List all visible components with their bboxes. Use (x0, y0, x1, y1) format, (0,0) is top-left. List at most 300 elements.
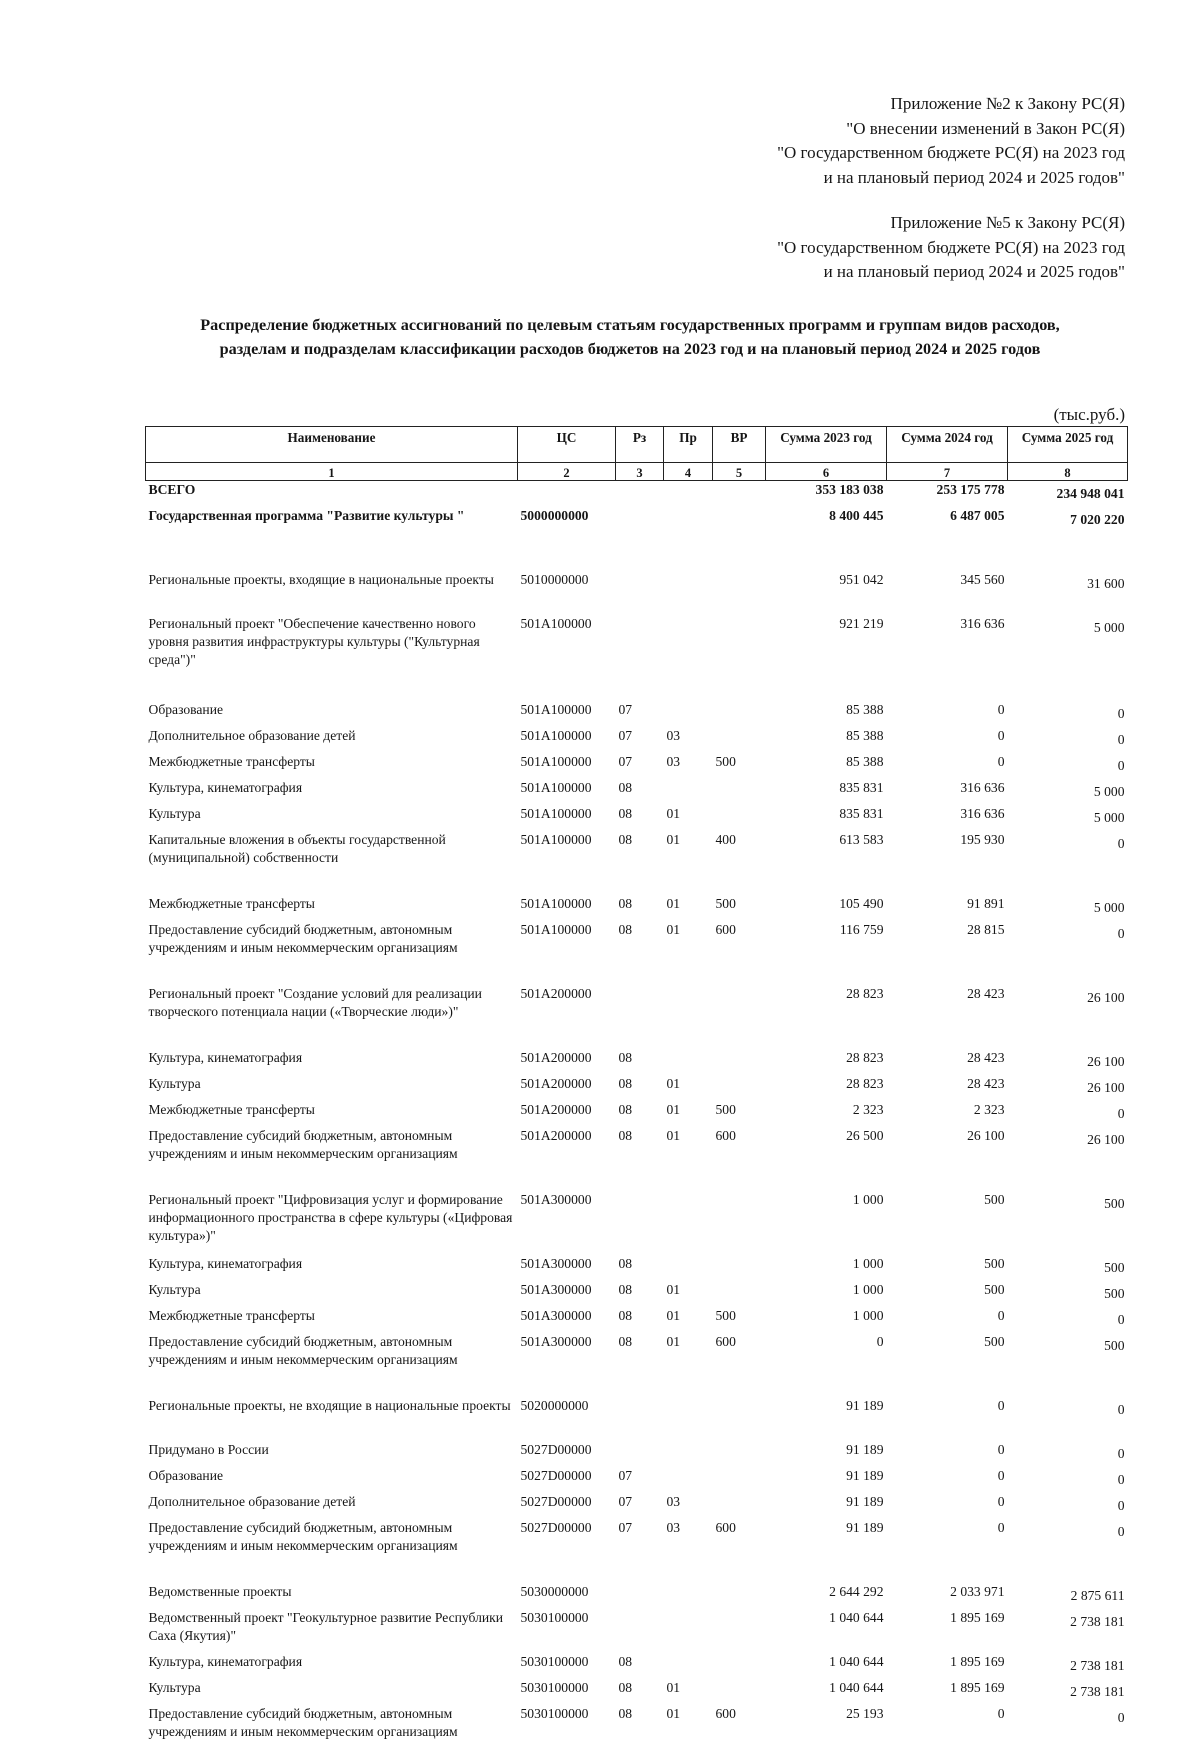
table-row (146, 1653, 1128, 1679)
row-sum-2023: 835 831 (766, 805, 887, 831)
row-sum-2024: 28 423 (887, 1049, 1008, 1075)
row-sum-2023: 28 823 (766, 1049, 887, 1075)
annex-line: "О внесении изменений в Закон РС(Я) (777, 117, 1125, 142)
table-header-row (146, 427, 1128, 463)
row-sum-2023: 1 040 644 (766, 1609, 887, 1653)
table-row (146, 831, 1128, 895)
row-cs: 501A300000 (518, 1281, 616, 1307)
row-rz (616, 1191, 664, 1255)
row-vr (713, 481, 766, 508)
row-cs: 501A200000 (518, 1075, 616, 1101)
row-sum-2023: 1 000 (766, 1307, 887, 1333)
row-sum-2023: 116 759 (766, 921, 887, 985)
col-number: 7 (887, 463, 1008, 481)
row-pr (664, 1467, 713, 1493)
row-sum-2023: 91 189 (766, 1441, 887, 1467)
row-sum-2024: 0 (887, 1519, 1008, 1583)
row-sum-2025: 234 948 041 (1008, 481, 1128, 508)
row-vr: 600 (713, 921, 766, 985)
row-sum-2024: 500 (887, 1281, 1008, 1307)
table-row (146, 1679, 1128, 1705)
row-name: Предоставление субсидий бюджетным, автономным учреждениям и иным некоммерческим организациям (146, 1333, 518, 1397)
col-number: 4 (664, 463, 713, 481)
annex-line: Приложение №2 к Закону РС(Я) (777, 92, 1125, 117)
row-sum-2025: 5 000 (1008, 615, 1128, 701)
header-pr: Пр (664, 427, 713, 463)
row-pr (664, 985, 713, 1049)
row-sum-2025: 0 (1008, 727, 1128, 753)
header-sum-2023: Сумма 2023 год (766, 427, 887, 463)
row-sum-2023: 1 040 644 (766, 1653, 887, 1679)
row-sum-2023: 91 189 (766, 1493, 887, 1519)
col-number: 3 (616, 463, 664, 481)
annex-line: и на плановый период 2024 и 2025 годов" (777, 260, 1125, 285)
row-sum-2025: 26 100 (1008, 985, 1128, 1049)
row-pr: 03 (664, 1519, 713, 1583)
row-cs: 5027D00000 (518, 1467, 616, 1493)
row-sum-2025: 5 000 (1008, 805, 1128, 831)
row-cs: 5030100000 (518, 1679, 616, 1705)
row-sum-2023: 91 189 (766, 1467, 887, 1493)
row-sum-2025: 0 (1008, 1101, 1128, 1127)
row-rz: 08 (616, 831, 664, 895)
row-name: Предоставление субсидий бюджетным, автономным учреждениям и иным некоммерческим организациям (146, 921, 518, 985)
row-sum-2023: 91 189 (766, 1397, 887, 1441)
row-sum-2024: 316 636 (887, 805, 1008, 831)
table-body (146, 481, 1128, 1749)
row-rz: 07 (616, 753, 664, 779)
row-rz: 08 (616, 1705, 664, 1749)
row-vr: 500 (713, 753, 766, 779)
row-rz (616, 1397, 664, 1441)
row-cs: 501A100000 (518, 727, 616, 753)
row-vr (713, 805, 766, 831)
table-row (146, 727, 1128, 753)
col-number: 6 (766, 463, 887, 481)
row-sum-2023: 85 388 (766, 701, 887, 727)
row-rz (616, 615, 664, 701)
row-pr: 03 (664, 727, 713, 753)
table-row (146, 1705, 1128, 1749)
table-row (146, 1281, 1128, 1307)
row-sum-2025: 2 875 611 (1008, 1583, 1128, 1609)
row-rz: 08 (616, 1127, 664, 1191)
row-rz (616, 571, 664, 615)
row-rz: 07 (616, 1467, 664, 1493)
row-sum-2024: 345 560 (887, 571, 1008, 615)
table-row (146, 1191, 1128, 1255)
row-name: Дополнительное образование детей (146, 1493, 518, 1519)
row-pr (664, 779, 713, 805)
row-sum-2024: 0 (887, 1493, 1008, 1519)
row-pr (664, 1609, 713, 1653)
table-row (146, 921, 1128, 985)
row-rz (616, 507, 664, 571)
row-vr (713, 1467, 766, 1493)
row-sum-2023: 28 823 (766, 1075, 887, 1101)
row-vr (713, 507, 766, 571)
row-sum-2024: 28 423 (887, 985, 1008, 1049)
annex-line: "О государственном бюджете РС(Я) на 2023 год (777, 141, 1125, 166)
row-name: Межбюджетные трансферты (146, 1101, 518, 1127)
row-pr (664, 571, 713, 615)
row-pr: 03 (664, 1493, 713, 1519)
row-sum-2025: 0 (1008, 753, 1128, 779)
row-cs: 501A100000 (518, 701, 616, 727)
row-sum-2023: 1 000 (766, 1191, 887, 1255)
row-vr (713, 779, 766, 805)
row-cs: 5027D00000 (518, 1493, 616, 1519)
header-vr: ВР (713, 427, 766, 463)
row-sum-2024: 2 323 (887, 1101, 1008, 1127)
row-vr: 600 (713, 1519, 766, 1583)
row-rz: 08 (616, 1679, 664, 1705)
row-name: Культура, кинематография (146, 1255, 518, 1281)
table-row (146, 1255, 1128, 1281)
row-sum-2024: 500 (887, 1255, 1008, 1281)
row-sum-2023: 26 500 (766, 1127, 887, 1191)
row-sum-2025: 0 (1008, 1705, 1128, 1749)
table-row (146, 895, 1128, 921)
row-sum-2024: 2 033 971 (887, 1583, 1008, 1609)
row-sum-2025: 0 (1008, 921, 1128, 985)
row-name: Придумано в России (146, 1441, 518, 1467)
row-name: Межбюджетные трансферты (146, 753, 518, 779)
row-sum-2023: 353 183 038 (766, 481, 887, 508)
table-row (146, 1333, 1128, 1397)
annex-block-2 (777, 92, 1125, 190)
row-pr: 01 (664, 1705, 713, 1749)
row-sum-2025: 0 (1008, 1307, 1128, 1333)
row-sum-2024: 195 930 (887, 831, 1008, 895)
row-vr: 500 (713, 1101, 766, 1127)
row-rz: 07 (616, 1493, 664, 1519)
row-sum-2024: 91 891 (887, 895, 1008, 921)
row-sum-2025: 5 000 (1008, 895, 1128, 921)
row-rz: 08 (616, 1075, 664, 1101)
row-cs: 501A300000 (518, 1191, 616, 1255)
row-sum-2024: 316 636 (887, 615, 1008, 701)
row-name: Межбюджетные трансферты (146, 1307, 518, 1333)
row-pr (664, 701, 713, 727)
row-sum-2025: 500 (1008, 1255, 1128, 1281)
row-sum-2025: 2 738 181 (1008, 1609, 1128, 1653)
table-row (146, 1397, 1128, 1441)
table-row (146, 1101, 1128, 1127)
row-sum-2024: 26 100 (887, 1127, 1008, 1191)
row-sum-2024: 500 (887, 1333, 1008, 1397)
table-row (146, 1519, 1128, 1583)
row-sum-2025: 0 (1008, 1519, 1128, 1583)
row-rz: 08 (616, 921, 664, 985)
row-sum-2023: 85 388 (766, 753, 887, 779)
row-pr (664, 507, 713, 571)
row-name: Региональные проекты, входящие в национальные проекты (146, 571, 518, 615)
row-sum-2024: 0 (887, 701, 1008, 727)
row-sum-2024: 1 895 169 (887, 1679, 1008, 1705)
row-sum-2025: 0 (1008, 1467, 1128, 1493)
row-vr: 400 (713, 831, 766, 895)
annex-line: "О государственном бюджете РС(Я) на 2023 год (777, 236, 1125, 261)
row-sum-2025: 5 000 (1008, 779, 1128, 805)
row-vr (713, 1583, 766, 1609)
col-number: 2 (518, 463, 616, 481)
header-rz: Рз (616, 427, 664, 463)
row-name: Культура, кинематография (146, 1049, 518, 1075)
row-sum-2025: 31 600 (1008, 571, 1128, 615)
row-vr (713, 985, 766, 1049)
row-vr (713, 1255, 766, 1281)
table-row (146, 701, 1128, 727)
row-vr (713, 1075, 766, 1101)
row-rz: 08 (616, 1653, 664, 1679)
row-sum-2023: 1 000 (766, 1255, 887, 1281)
row-pr (664, 481, 713, 508)
row-pr: 01 (664, 1333, 713, 1397)
row-sum-2023: 91 189 (766, 1519, 887, 1583)
row-cs: 501A100000 (518, 615, 616, 701)
row-vr: 600 (713, 1333, 766, 1397)
row-cs: 501A200000 (518, 1127, 616, 1191)
row-name: Предоставление субсидий бюджетным, автономным учреждениям и иным некоммерческим организациям (146, 1127, 518, 1191)
row-vr: 500 (713, 895, 766, 921)
row-sum-2025: 500 (1008, 1333, 1128, 1397)
row-sum-2024: 1 895 169 (887, 1609, 1008, 1653)
header-sum-2025: Сумма 2025 год (1008, 427, 1128, 463)
row-vr: 600 (713, 1127, 766, 1191)
row-vr (713, 1609, 766, 1653)
row-sum-2023: 8 400 445 (766, 507, 887, 571)
title-line-2: разделам и подразделам классификации расходов бюджетов на 2023 год и на плановый период 2024 и 2025 годов (120, 337, 1140, 361)
row-sum-2024: 6 487 005 (887, 507, 1008, 571)
row-cs: 501A100000 (518, 753, 616, 779)
row-cs: 501A100000 (518, 779, 616, 805)
row-sum-2024: 500 (887, 1191, 1008, 1255)
row-sum-2023: 951 042 (766, 571, 887, 615)
row-rz: 08 (616, 1333, 664, 1397)
row-name: Культура (146, 1281, 518, 1307)
row-cs: 501A100000 (518, 805, 616, 831)
row-cs: 501A100000 (518, 921, 616, 985)
row-sum-2025: 0 (1008, 1493, 1128, 1519)
row-vr: 500 (713, 1307, 766, 1333)
table-row (146, 985, 1128, 1049)
row-rz: 08 (616, 1049, 664, 1075)
row-name: Региональный проект "Создание условий для реализации творческого потенциала нации («Творческие люди»)" (146, 985, 518, 1049)
row-rz (616, 985, 664, 1049)
title-line-1: Распределение бюджетных ассигнований по целевым статьям государственных программ и группам видов расходов, (120, 313, 1140, 337)
row-pr: 01 (664, 1075, 713, 1101)
table-row (146, 1049, 1128, 1075)
table-row (146, 481, 1128, 508)
row-pr (664, 615, 713, 701)
row-name: Культура, кинематография (146, 1653, 518, 1679)
row-pr (664, 1049, 713, 1075)
row-cs: 5030100000 (518, 1609, 616, 1653)
col-number: 5 (713, 463, 766, 481)
row-sum-2024: 316 636 (887, 779, 1008, 805)
table-row (146, 507, 1128, 571)
row-cs: 5020000000 (518, 1397, 616, 1441)
row-name: Государственная программа "Развитие культуры " (146, 507, 518, 571)
row-sum-2025: 7 020 220 (1008, 507, 1128, 571)
row-name: Предоставление субсидий бюджетным, автономным учреждениям и иным некоммерческим организациям (146, 1519, 518, 1583)
row-sum-2024: 0 (887, 727, 1008, 753)
row-cs: 501A100000 (518, 831, 616, 895)
row-sum-2023: 2 323 (766, 1101, 887, 1127)
row-sum-2025: 500 (1008, 1191, 1128, 1255)
row-name: Межбюджетные трансферты (146, 895, 518, 921)
row-name: ВСЕГО (146, 481, 518, 508)
row-rz (616, 1609, 664, 1653)
table-row (146, 779, 1128, 805)
col-number: 8 (1008, 463, 1128, 481)
table-row (146, 1609, 1128, 1653)
row-vr (713, 1281, 766, 1307)
row-sum-2023: 25 193 (766, 1705, 887, 1749)
row-vr (713, 1191, 766, 1255)
row-sum-2023: 613 583 (766, 831, 887, 895)
row-sum-2023: 0 (766, 1333, 887, 1397)
row-pr: 03 (664, 753, 713, 779)
annex-line: и на плановый период 2024 и 2025 годов" (777, 166, 1125, 191)
row-sum-2024: 253 175 778 (887, 481, 1008, 508)
header-sum-2024: Сумма 2024 год (887, 427, 1008, 463)
row-sum-2024: 0 (887, 1307, 1008, 1333)
column-number-row (146, 463, 1128, 481)
row-sum-2024: 0 (887, 1441, 1008, 1467)
row-name: Дополнительное образование детей (146, 727, 518, 753)
row-pr (664, 1397, 713, 1441)
row-vr: 600 (713, 1705, 766, 1749)
row-vr (713, 701, 766, 727)
row-name: Предоставление субсидий бюджетным, автономным учреждениям и иным некоммерческим организациям (146, 1705, 518, 1749)
row-rz: 08 (616, 779, 664, 805)
row-sum-2025: 26 100 (1008, 1049, 1128, 1075)
table-row (146, 753, 1128, 779)
row-name: Культура (146, 1679, 518, 1705)
row-pr (664, 1653, 713, 1679)
row-cs: 501A100000 (518, 895, 616, 921)
row-sum-2023: 1 040 644 (766, 1679, 887, 1705)
row-rz: 08 (616, 1281, 664, 1307)
table-row (146, 1127, 1128, 1191)
row-rz: 07 (616, 727, 664, 753)
row-vr (713, 1397, 766, 1441)
row-name: Образование (146, 701, 518, 727)
row-sum-2024: 0 (887, 753, 1008, 779)
row-vr (713, 727, 766, 753)
row-name: Культура (146, 1075, 518, 1101)
row-pr (664, 1441, 713, 1467)
row-rz: 08 (616, 805, 664, 831)
row-sum-2025: 500 (1008, 1281, 1128, 1307)
row-name: Культура, кинематография (146, 779, 518, 805)
row-cs: 5000000000 (518, 507, 616, 571)
row-sum-2025: 26 100 (1008, 1127, 1128, 1191)
row-cs: 501A300000 (518, 1333, 616, 1397)
row-sum-2024: 1 895 169 (887, 1653, 1008, 1679)
row-sum-2023: 28 823 (766, 985, 887, 1049)
row-cs: 5030000000 (518, 1583, 616, 1609)
row-name: Капитальные вложения в объекты государственной (муниципальной) собственности (146, 831, 518, 895)
row-pr (664, 1191, 713, 1255)
row-rz: 07 (616, 701, 664, 727)
row-rz: 08 (616, 1307, 664, 1333)
units-label: (тыс.руб.) (1054, 405, 1125, 425)
row-pr: 01 (664, 831, 713, 895)
row-rz: 07 (616, 1519, 664, 1583)
row-cs (518, 481, 616, 508)
budget-table (145, 426, 1128, 1749)
row-rz: 08 (616, 1255, 664, 1281)
row-cs: 501A200000 (518, 1049, 616, 1075)
col-number: 1 (146, 463, 518, 481)
row-name: Региональные проекты, не входящие в национальные проекты (146, 1397, 518, 1441)
row-pr (664, 1255, 713, 1281)
row-name: Культура (146, 805, 518, 831)
row-pr (664, 1583, 713, 1609)
row-cs: 5030100000 (518, 1705, 616, 1749)
row-pr: 01 (664, 805, 713, 831)
row-sum-2023: 921 219 (766, 615, 887, 701)
row-sum-2023: 85 388 (766, 727, 887, 753)
row-sum-2025: 0 (1008, 701, 1128, 727)
row-pr: 01 (664, 921, 713, 985)
row-vr (713, 615, 766, 701)
header-name: Наименование (146, 427, 518, 463)
row-vr (713, 571, 766, 615)
row-sum-2024: 0 (887, 1705, 1008, 1749)
row-cs: 501A200000 (518, 985, 616, 1049)
row-cs: 501A200000 (518, 1101, 616, 1127)
table-row (146, 1441, 1128, 1467)
row-pr: 01 (664, 1307, 713, 1333)
row-rz (616, 1583, 664, 1609)
row-name: Региональный проект "Обеспечение качественно нового уровня развития инфраструктуры культуры ("Культурная среда")" (146, 615, 518, 701)
row-cs: 501A300000 (518, 1255, 616, 1281)
row-pr: 01 (664, 1127, 713, 1191)
row-vr (713, 1653, 766, 1679)
row-cs: 5030100000 (518, 1653, 616, 1679)
row-name: Ведомственный проект "Геокультурное развитие Республики Саха (Якутия)" (146, 1609, 518, 1653)
row-cs: 5027D00000 (518, 1519, 616, 1583)
row-sum-2025: 2 738 181 (1008, 1653, 1128, 1679)
row-sum-2025: 0 (1008, 1397, 1128, 1441)
table-row (146, 1307, 1128, 1333)
row-pr: 01 (664, 1679, 713, 1705)
row-name: Образование (146, 1467, 518, 1493)
document-title (120, 313, 1140, 361)
annex-line: Приложение №5 к Закону РС(Я) (777, 211, 1125, 236)
table-row (146, 1075, 1128, 1101)
row-rz: 08 (616, 895, 664, 921)
row-pr: 01 (664, 1281, 713, 1307)
row-vr (713, 1493, 766, 1519)
row-rz (616, 1441, 664, 1467)
row-sum-2024: 28 815 (887, 921, 1008, 985)
row-pr: 01 (664, 1101, 713, 1127)
row-sum-2023: 1 000 (766, 1281, 887, 1307)
row-rz: 08 (616, 1101, 664, 1127)
row-pr: 01 (664, 895, 713, 921)
table-row (146, 1583, 1128, 1609)
row-rz (616, 481, 664, 508)
table-row (146, 1467, 1128, 1493)
row-sum-2025: 2 738 181 (1008, 1679, 1128, 1705)
row-sum-2025: 26 100 (1008, 1075, 1128, 1101)
row-vr (713, 1441, 766, 1467)
